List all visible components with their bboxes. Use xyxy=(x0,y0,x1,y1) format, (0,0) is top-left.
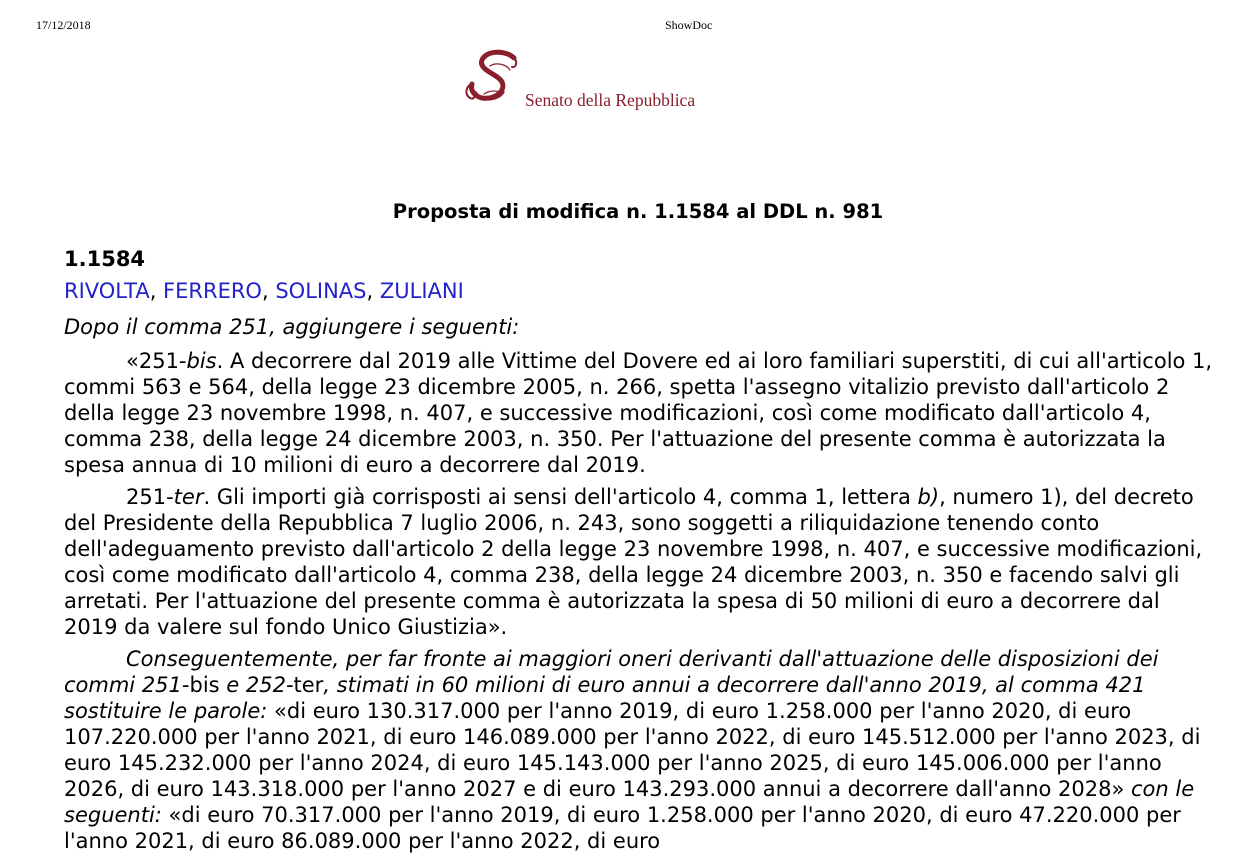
authors-list xyxy=(64,276,1214,306)
author-link-zuliani[interactable]: ZULIANI xyxy=(379,279,464,303)
author-link-rivolta[interactable]: RIVOLTA xyxy=(64,279,150,303)
print-date: 17/12/2018 xyxy=(36,18,91,32)
text-run: «251- xyxy=(126,349,187,373)
senato-s-emblem-icon xyxy=(462,48,526,114)
logo-text: Senato della Repubblica xyxy=(525,90,696,110)
paragraph-251-bis xyxy=(64,348,1214,478)
text-run-italic: Conseguentemente, per far fronte ai maggiori oneri derivanti dall'attuazione delle disposizioni dei commi 251- xyxy=(64,647,1159,697)
paragraph-251-ter xyxy=(64,484,1214,640)
text-run-italic: e 252- xyxy=(219,673,294,697)
author-separator: , xyxy=(261,279,276,303)
document-body xyxy=(64,244,1214,854)
author-link-ferrero[interactable]: FERRERO xyxy=(163,279,262,303)
text-run: . A decorrere dal 2019 alle Vittime del Dovere ed ai loro familiari superstiti, di cui all'articolo 1, commi 563 e 564, della legge 23 dicembre 2005, n. 266, spetta l'assegno vitalizio previsto dall'articolo 2 della legge 23 novembre 1998, n. 407, e successive modificazioni, così come modificato dall'articolo 4, comma 238, della legge 24 dicembre 2003, n. 350. Per l'attuazione del presente comma è autorizzata la spesa annua di 10 milioni di euro a decorrere dal 2019. xyxy=(64,349,1213,477)
document-title: Proposta di modifica n. 1.1584 al DDL n. 981 xyxy=(392,200,884,223)
text-run-italic: ter xyxy=(173,485,204,509)
text-run: . Gli importi già corrisposti ai sensi dell'articolo 4, comma 1, lettera xyxy=(203,485,918,509)
print-header xyxy=(0,18,1252,34)
author-link-solinas[interactable]: SOLINAS xyxy=(275,279,367,303)
text-run: 251- xyxy=(126,485,174,509)
text-run: bis xyxy=(189,673,220,697)
text-run: «di euro 130.317.000 per l'anno 2019, di euro 1.258.000 per l'anno 2020, di euro 107.220.000 per l'anno 2021, di euro 146.089.000 per l'anno 2022, di euro 145.512.000 per l'anno 2023, di euro 145.232.000 per l'anno 2024, di euro 145.143.000 per l'anno 2025, di euro 145.006.000 per l'anno 2026, di euro 143.318.000 per l'anno 2027 e di euro 143.293.000 annui a decorrere dall'anno 2028» xyxy=(64,699,1201,801)
text-run-italic: con le seguenti: xyxy=(64,777,1195,827)
text-run-italic: b) xyxy=(917,485,940,509)
author-separator: , xyxy=(366,279,380,303)
text-run: , numero 1), del decreto del Presidente della Repubblica 7 luglio 2006, n. 243, sono soggetti a riliquidazione tenendo conto dell'adeguamento previsto dall'articolo 2 della legge 23 novembre 1998, n. 407, e successive modificazioni, così come modificato dall'articolo 4, comma 238, della legge 24 dicembre 2003, n. 350 e facendo salvi gli arretati. Per l'attuazione del presente comma è autorizzata la spesa di 50 milioni di euro a decorrere dal 2019 da valere sul fondo Unico Giustizia». xyxy=(64,485,1203,639)
amendment-intro: Dopo il comma 251, aggiungere i seguenti: xyxy=(64,315,520,339)
text-run: ter xyxy=(293,673,324,697)
amendment-number: 1.1584 xyxy=(64,247,146,271)
senato-logo xyxy=(462,48,722,114)
print-title: ShowDoc xyxy=(665,18,713,32)
text-run: «di euro 70.317.000 per l'anno 2019, di euro 1.258.000 per l'anno 2020, di euro 47.220.000 per l'anno 2021, di euro 86.089.000 per l'anno 2022, di euro xyxy=(64,803,1181,853)
author-separator: , xyxy=(149,279,164,303)
text-run-italic: , stimati in 60 milioni di euro annui a decorrere dall'anno 2019, al comma 421 sostituire le parole: xyxy=(64,673,1146,723)
text-run-italic: bis xyxy=(186,349,217,373)
paragraph-conseguentemente xyxy=(64,646,1214,854)
